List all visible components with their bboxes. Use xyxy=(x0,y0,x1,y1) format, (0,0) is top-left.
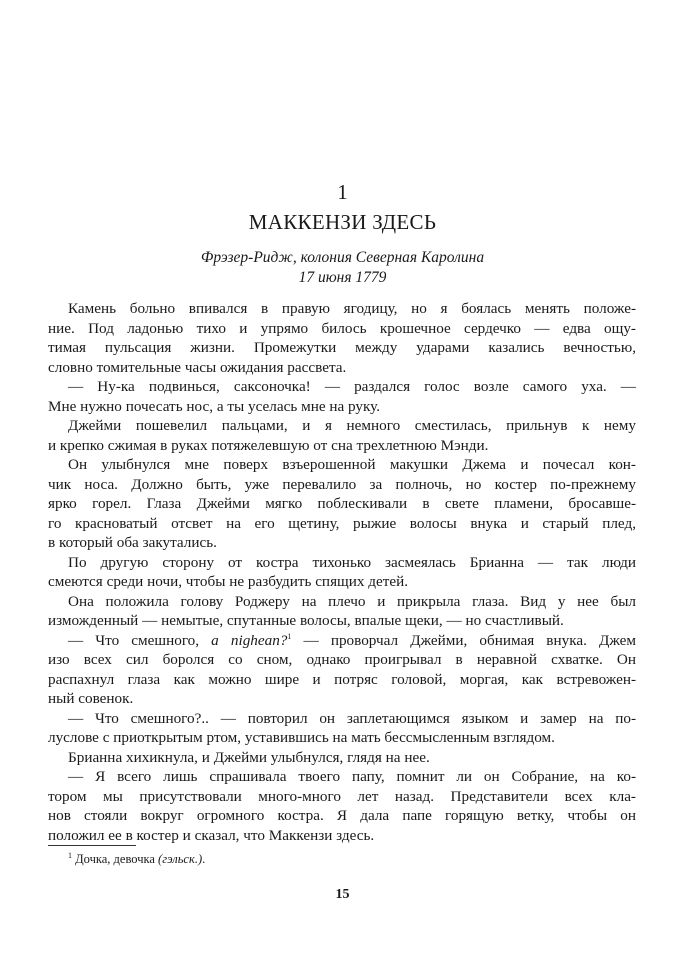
text-line-content: чик носа. Должно быть, уже перевалило за полночь, но костер по-прежнему xyxy=(48,475,636,493)
chapter-number: 1 xyxy=(337,180,348,204)
footnote-ref[interactable]: 1 xyxy=(287,631,292,641)
text-line xyxy=(48,806,636,826)
text-line-content: ный совенок. xyxy=(48,690,134,707)
text-line-content: — проворчал Джейми, обнимая внука. Джем xyxy=(291,631,636,649)
text-line xyxy=(48,299,636,319)
page-number: 15 xyxy=(335,887,350,902)
text-line-content: Она положила голову Роджеру на плечо и прикрыла глаза. Вид у нее был xyxy=(68,592,636,610)
text-line xyxy=(48,358,636,378)
text-line-content: тимая пульсация жизни. Промежутки между ударами казались вечностью, xyxy=(48,339,636,356)
text-line-content: смеются среди ночи, чтобы не разбудить спящих детей. xyxy=(48,573,409,590)
text-line-content: — Ну-ка подвинься, саксоночка! — раздался голос возле самого уха. — xyxy=(68,378,636,395)
text-line-content: — Я всего лишь спрашивала твоего папу, помнит ли он Собрание, на ко- xyxy=(68,768,636,785)
text-line-content: — Что смешного?.. — повторил он заплетающимся языком и замер на по- xyxy=(68,709,636,727)
gaelic-phrase: a nighean? xyxy=(211,631,288,649)
text-line xyxy=(48,553,636,573)
text-line-content: словно томительные часы ожидания рассвета. xyxy=(48,358,347,376)
text-line-content: — Что смешного, xyxy=(68,631,212,649)
text-line xyxy=(48,592,636,612)
text-line xyxy=(48,436,636,456)
text-line-content: луслове с приоткрытым ртом, уставившись на мать бессмысленным взглядом. xyxy=(48,729,555,746)
text-line xyxy=(48,338,636,358)
text-line xyxy=(48,514,636,534)
chapter-title: МАККЕНЗИ ЗДЕСЬ xyxy=(248,210,437,234)
text-line xyxy=(48,377,636,397)
footnote xyxy=(68,852,205,867)
text-line xyxy=(48,748,636,768)
text-line-content: изможденный — немытые, спутанные волосы, впалые щеки, — но счастливый. xyxy=(48,612,564,629)
text-line xyxy=(48,670,636,690)
footnote-end: . xyxy=(202,852,206,866)
text-line-content: ярко горел. Глаза Джейми мягко поблескивали в свете пламени, бросавше- xyxy=(48,495,636,512)
text-line xyxy=(48,611,636,631)
chapter-place: Фрэзер-Ридж, колония Северная Каролина xyxy=(200,249,485,266)
text-line-content: изо всех сил боролся со сном, однако проигрывал в неравной схватке. Он xyxy=(48,651,636,668)
text-line xyxy=(48,494,636,514)
footnote-marker: 1 xyxy=(68,850,72,860)
footnote-text: Дочка, девочка xyxy=(72,852,159,866)
chapter-subtitle xyxy=(0,248,685,288)
footnote-italic: (гэльск.) xyxy=(158,852,203,866)
text-line-content: положил ее в костер и сказал, что Маккензи здесь. xyxy=(48,826,375,844)
text-line-content: нов стояли вокруг огромного костра. Я дала папе горящую ветку, чтобы он xyxy=(48,807,636,824)
text-line xyxy=(48,455,636,475)
text-line xyxy=(48,572,636,592)
chapter-date: 17 июня 1779 xyxy=(298,269,387,286)
text-line xyxy=(48,631,636,651)
text-line xyxy=(48,728,636,748)
text-line-content: Джейми пошевелил пальцами, и я немного сместилась, прильнув к нему xyxy=(68,417,636,434)
text-line-content: Камень больно впивался в правую ягодицу, но я боялась менять положе- xyxy=(68,300,636,317)
text-line-content: ние. Под ладонью тихо и упрямо билось крошечное сердечко — едва ощу- xyxy=(48,319,636,337)
text-line-content: распахнул глаза как можно шире и потряс головой, моргая, как встревожен- xyxy=(48,670,636,688)
text-line xyxy=(48,689,636,709)
text-line xyxy=(48,416,636,436)
text-line-content: го красноватый отсвет на его щетину, рыжие волосы внука и старый плед, xyxy=(48,514,636,532)
text-line xyxy=(48,397,636,417)
footnote-rule xyxy=(48,845,136,846)
text-line xyxy=(48,650,636,670)
text-line xyxy=(48,709,636,729)
text-line-content: Мне нужно почесать нос, а ты уселась мне на руку. xyxy=(48,397,381,415)
text-line-content: и крепко сжимая в руках потяжелевшую от сна трехлетнюю Мэнди. xyxy=(48,436,489,454)
text-line-content: Брианна хихикнула, и Джейми улыбнулся, глядя на нее. xyxy=(68,748,430,766)
text-line-content: По другую сторону от костра тихонько засмеялась Брианна — так люди xyxy=(68,553,636,571)
text-line-content: Он улыбнулся мне поверх взъерошенной макушки Джема и почесал кон- xyxy=(68,456,636,473)
text-line xyxy=(48,319,636,339)
text-line-content: тором мы присутствовали много-много лет назад. Представители всех кла- xyxy=(48,787,636,805)
text-line-content: в который оба закутались. xyxy=(48,534,217,551)
body-text xyxy=(48,299,636,845)
text-line xyxy=(48,533,636,553)
text-line xyxy=(48,826,636,846)
text-line xyxy=(48,475,636,495)
text-line xyxy=(48,767,636,787)
text-line xyxy=(48,787,636,807)
